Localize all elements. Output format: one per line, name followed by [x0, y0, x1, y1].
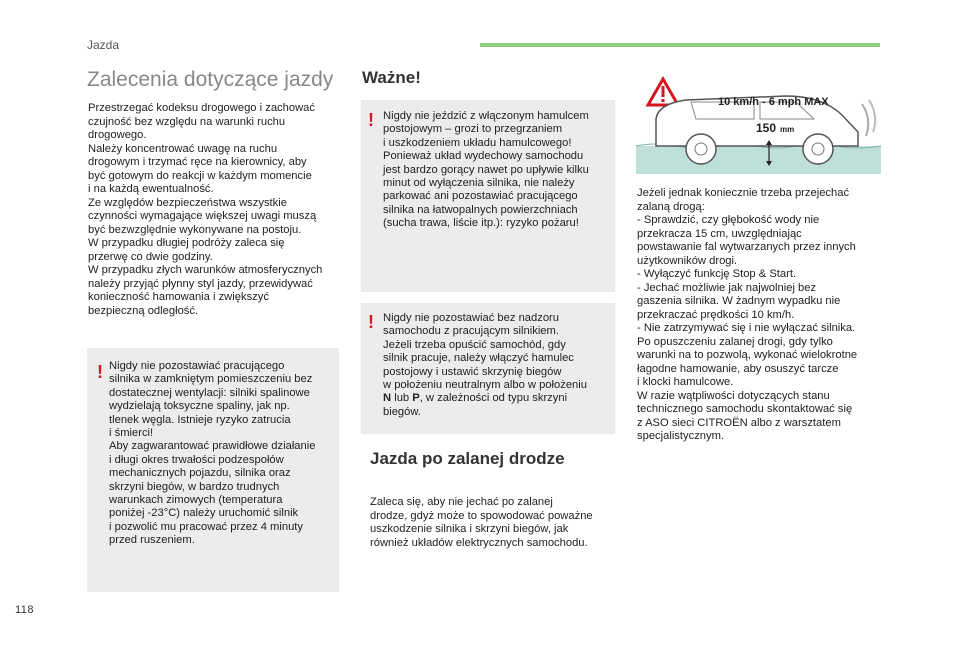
car-wheel [803, 134, 833, 164]
flooded-road-heading: Jazda po zalanej drodze [370, 449, 565, 468]
warning-text: Nigdy nie jeździć z włączonym hamulcem postojowym – grozi to przegrzaniem i uszkodzeniem układu hamulcowego! Ponieważ układ wydechowy samochodu jest bardzo gorący nawet po upływie kilku minut od wyłączenia silnika, nie należy parkować ani pozostawiać pracującego silnika na łatwopalnych powierzchniach (sucha trawa, liście itp.): ryzyko pożaru! [383, 110, 589, 230]
driving-recommendations-text: Przestrzegać kodeksu drogowego i zachować czujność bez względu na warunki ruchu drogowego. Należy koncentrować uwagę na ruchu drogowym i trzymać ręce na kierownicy, aby być gotowym do reakcji w każdym momencie i na każdą ewentualność. Ze względów bezpieczeństwa wszystkie czynności wymagające większej uwagi muszą być bezwzględnie wykonywane na postoju. W przypadku długiej podróży zaleca się przerwę co dwie godziny. W przypadku złych warunków atmosferycznych należy przyjąć płynny styl jazdy, przewidywać konieczność hamowania i zwiększyć bezpieczną odległość. [88, 102, 323, 317]
water-surface [636, 146, 881, 174]
page-number: 118 [15, 604, 35, 616]
speed-limit-label: 10 km/h - 6 mph MAX [718, 96, 829, 108]
flooded-road-illustration [636, 74, 881, 174]
important-heading: Ważne! [362, 68, 421, 87]
running-header: Jazda [87, 38, 120, 52]
section-title: Zalecenia dotyczące jazdy [87, 68, 334, 91]
flooded-road-intro: Zaleca się, aby nie jechać po zalanej drodze, gdyż może to spowodować poważne uszkodzenie silnika i skrzyni biegów, jak również układów elektrycznych samochodu. [370, 496, 593, 549]
warning-text: Nigdy nie pozostawiać bez nadzoru samochodu z pracującym silnikiem. Jeżeli trzeba opuścić samochód, gdy silnik pracuje, należy włączyć hamulec postojowy i ustawić skrzynię biegów w położeniu neutralnym albo w położeniu N lub P, w zależności od typu skrzyni biegów. [383, 312, 587, 418]
header-accent-bar [480, 43, 880, 47]
warning-box-parking-brake [361, 100, 615, 292]
car-wheel [686, 134, 716, 164]
warning-exclamation-icon: ! [368, 110, 374, 130]
flooded-road-instructions: Jeżeli jednak koniecznie trzeba przejechać zalaną drogą: - Sprawdzić, czy głębokość wody nie przekracza 15 cm, uwzględniając powstawanie fal wytwarzanych przez innych użytkowników drogi. - Wyłączyć funkcję Stop & Start. - Jechać możliwie jak najwolniej bez gaszenia silnika. W żadnym wypadku nie przekraczać prędkości 10 km/h. - Nie zatrzymywać się i nie wyłączać silnika. Po opuszczeniu zalanej drogi, gdy tylko warunki na to pozwolą, wykonać wielokrotne łagodne hamowanie, aby osuszyć tarcze i klocki hamulcowe. W razie wątpliwości dotyczących stanu technicznego samochodu skontaktować się z ASO sieci CITROËN albo z warsztatem specjalistycznym. [637, 187, 858, 442]
warning-box-engine-ventilation [87, 348, 339, 592]
depth-value: 150 [756, 121, 777, 135]
warning-box-unattended-engine [361, 303, 615, 434]
warning-exclamation-icon: ! [97, 362, 103, 382]
warning-text: Nigdy nie pozostawiać pracującego silnika w zamkniętym pomieszczeniu bez dostatecznej wentylacji: silniki spalinowe wydzielają toksyczne spaliny, jak np. tlenek węgla. Istnieje ryzyko zatrucia i śmierci! Aby zagwarantować prawidłowe działanie i długi okres trwałości podzespołów mechanicznych pojazdu, silnika oraz skrzyni biegów, w bardzo trudnych warunkach zimowych (temperatura poniżej -23°C) należy uruchomić silnik i pozwolić mu pracować przez 4 minuty przed ruszeniem. [109, 360, 316, 547]
depth-unit: mm [780, 125, 795, 134]
warning-exclamation-icon: ! [368, 312, 374, 332]
